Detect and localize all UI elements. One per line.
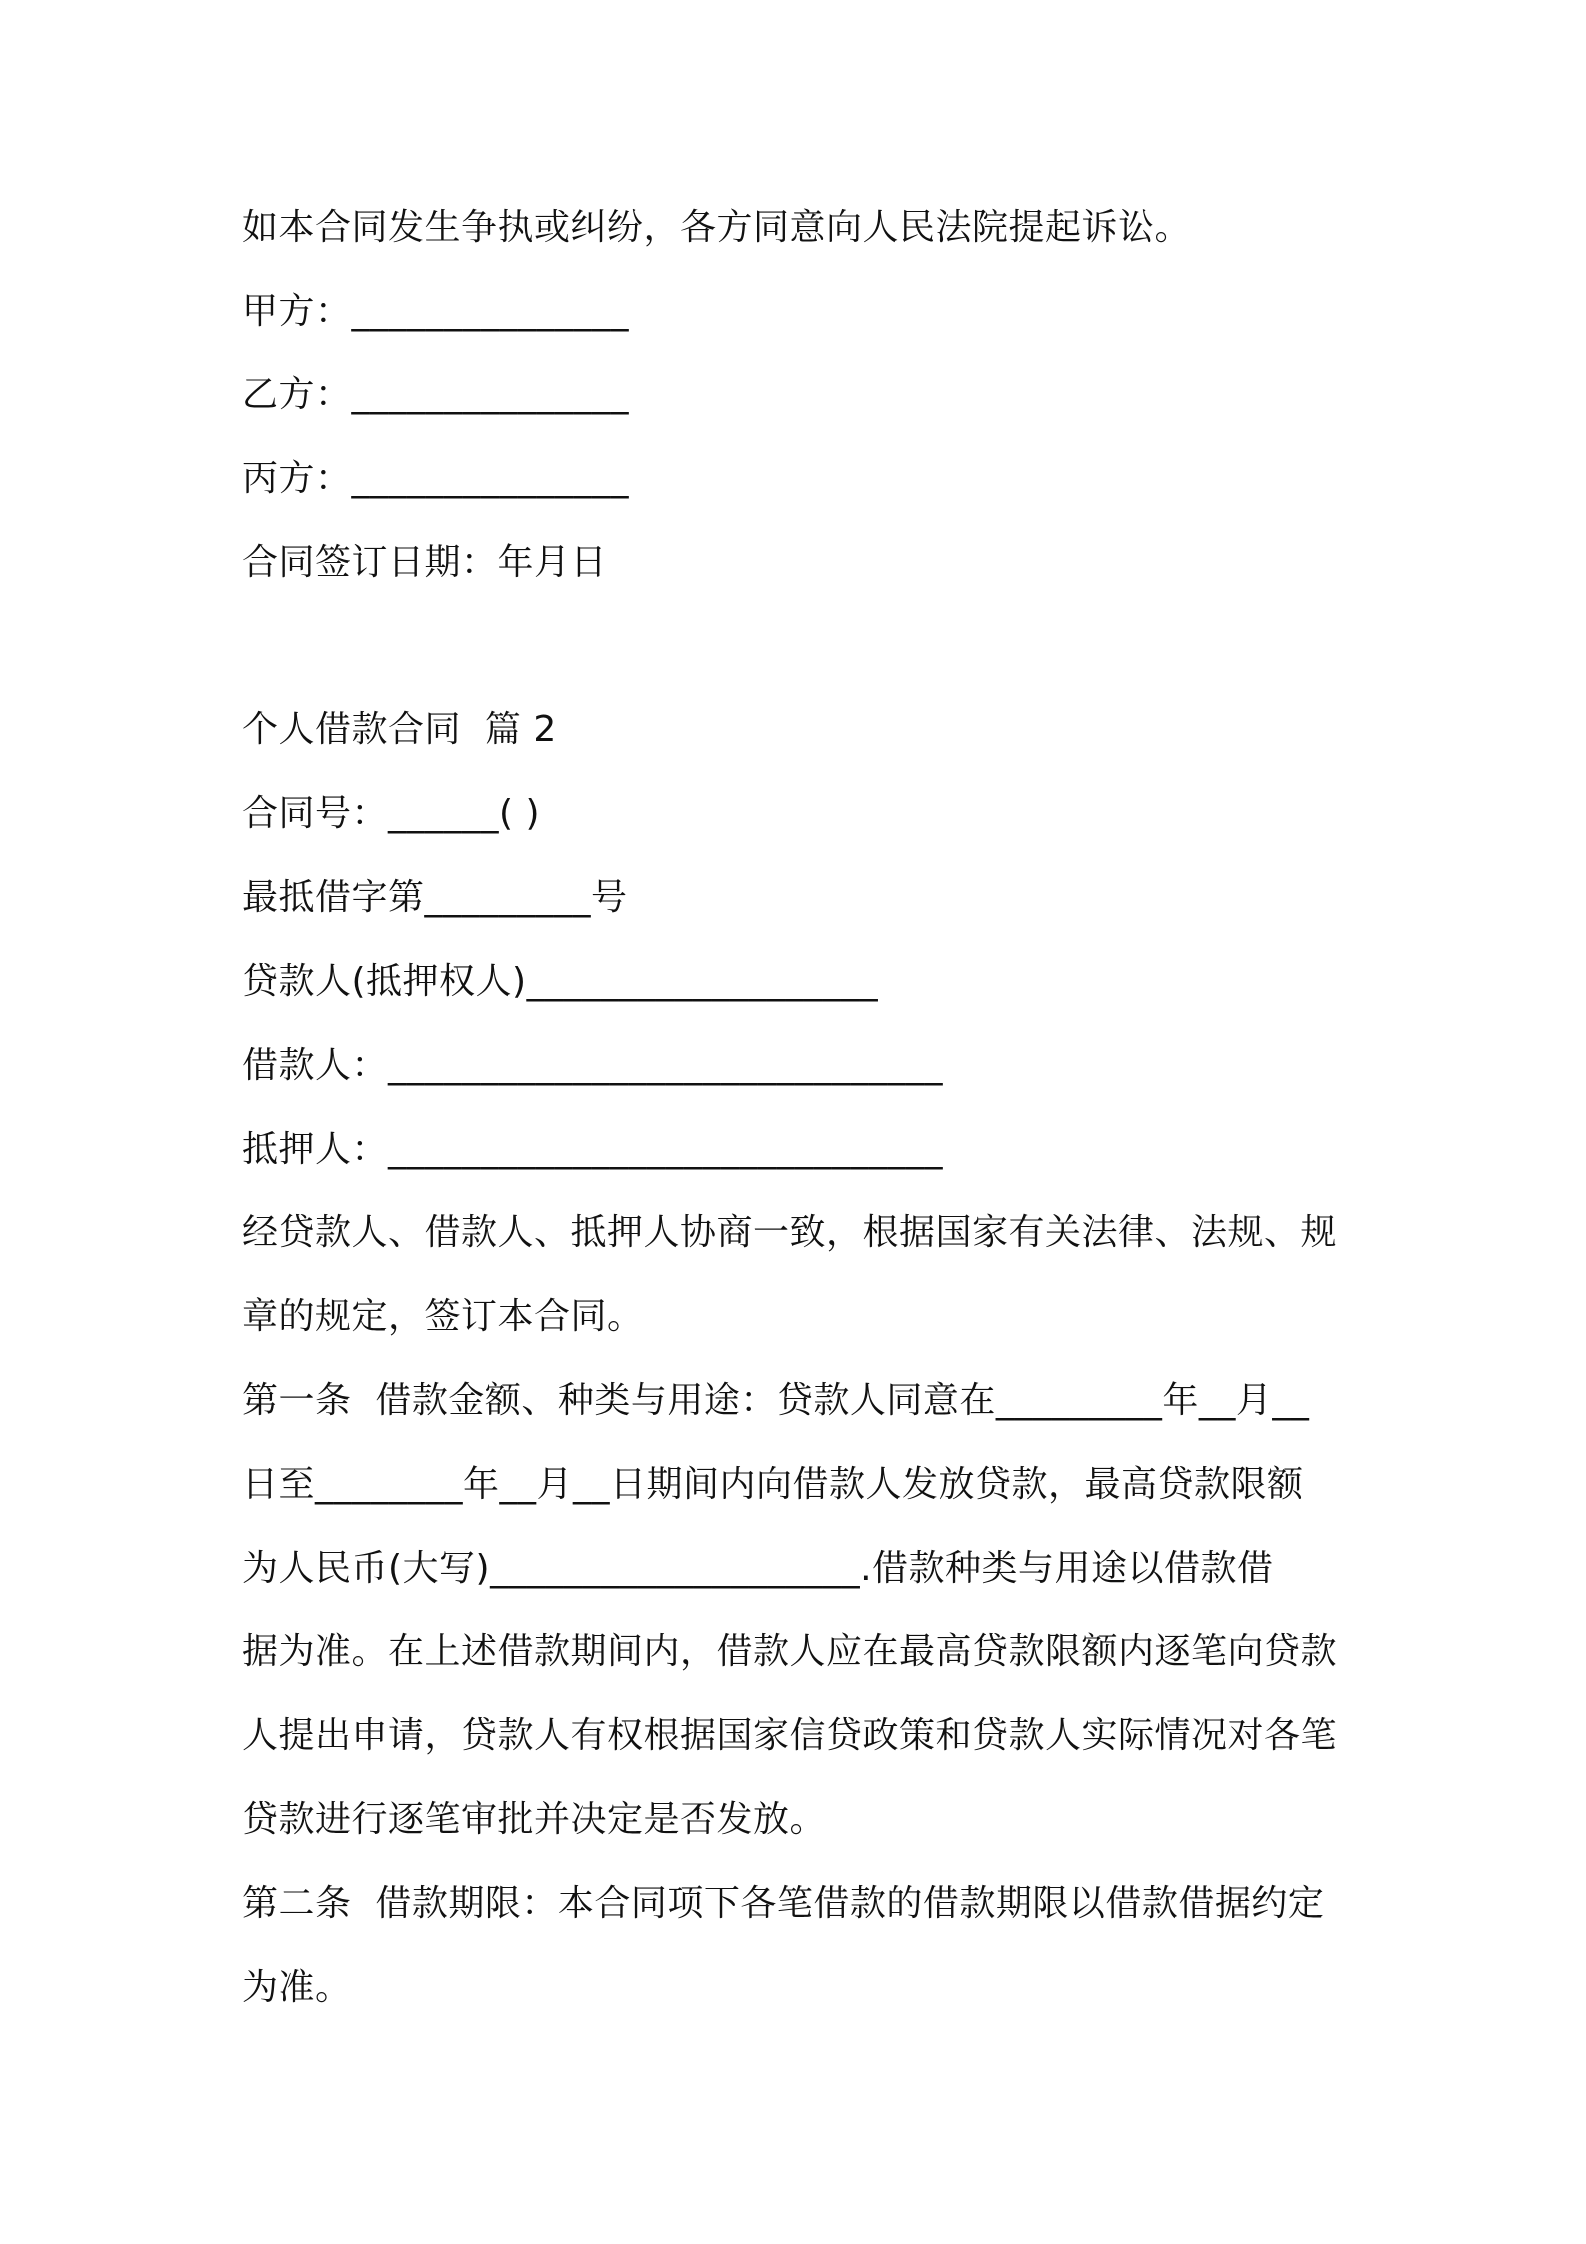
article-1-line: 第一条 借款金额、种类与用途：贷款人同意在_________年__月__ [242, 1380, 1310, 1421]
party-b-signature-line: 乙方：_______________ [242, 374, 630, 415]
signing-date: 合同签订日期：年月日 [242, 542, 608, 583]
borrower-field: 借款人：______________________________ [242, 1045, 944, 1086]
reference-number: 最抵借字第_________号 [242, 877, 628, 918]
article-2-line: 为准。 [242, 1967, 352, 2008]
party-c-signature-line: 丙方：_______________ [242, 458, 630, 499]
contract-number: 合同号：______( ) [242, 793, 541, 834]
article-2-line: 第二条 借款期限：本合同项下各笔借款的借款期限以借款借据约定 [242, 1883, 1325, 1924]
article-1-line: 贷款进行逐笔审批并决定是否发放。 [242, 1799, 827, 1840]
lender-field: 贷款人(抵押权人)___________________ [242, 961, 879, 1002]
article-1-line: 日至________年__月__日期间内向借款人发放贷款，最高贷款限额 [242, 1464, 1304, 1505]
article-1-line: 据为准。在上述借款期间内，借款人应在最高贷款限额内逐笔向贷款 [242, 1631, 1338, 1672]
party-a-signature-line: 甲方：_______________ [242, 291, 630, 332]
preamble-line: 经贷款人、借款人、抵押人协商一致，根据国家有关法律、法规、规 [242, 1212, 1338, 1253]
mortgagor-field: 抵押人：______________________________ [242, 1129, 944, 1170]
article-1-line: 为人民币(大写)____________________.借款种类与用途以借款借 [242, 1548, 1274, 1589]
article-1-line: 人提出申请，贷款人有权根据国家信贷政策和贷款人实际情况对各笔 [242, 1715, 1338, 1756]
preamble-line: 章的规定，签订本合同。 [242, 1296, 644, 1337]
contract-title: 个人借款合同 篇 2 [242, 709, 557, 750]
dispute-clause: 如本合同发生争执或纠纷，各方同意向人民法院提起诉讼。 [242, 207, 1192, 248]
